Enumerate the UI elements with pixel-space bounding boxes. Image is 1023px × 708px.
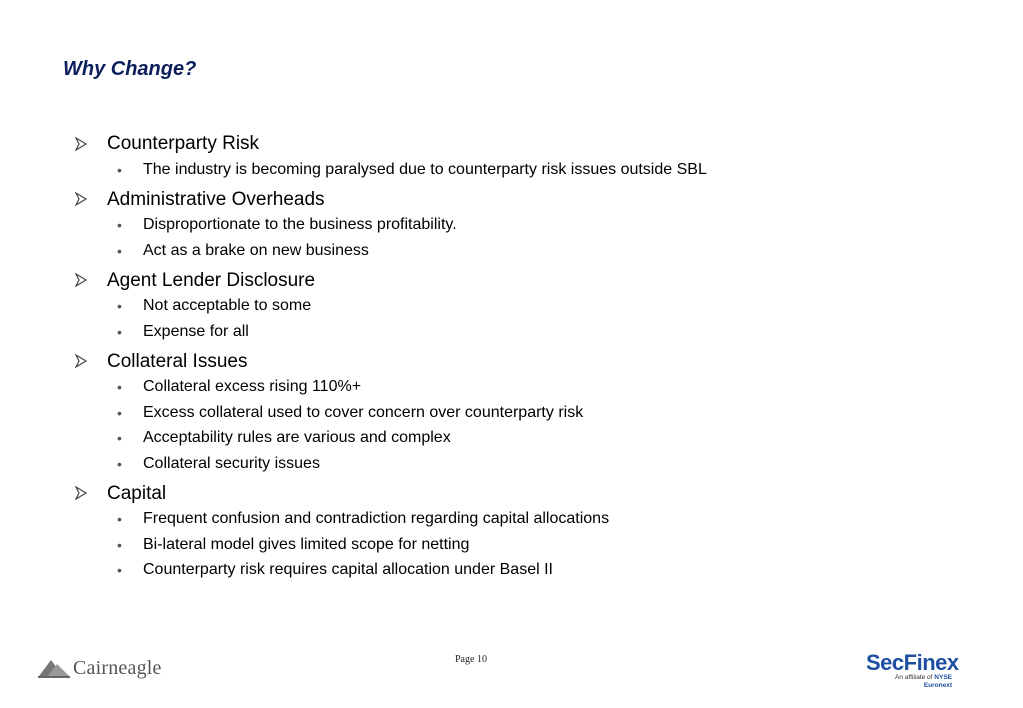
list-item: • Acceptability rules are various and complex [117,429,451,447]
list-item: • Bi-lateral model gives limited scope for netting [117,535,470,553]
section-heading: Agent Lender Disclosure [107,269,316,291]
secfinex-logo [866,650,959,689]
page-number: Page 10 [455,654,487,665]
bullet-dot-icon: • [117,455,122,472]
section-heading: Administrative Overheads [107,188,325,210]
section-heading: Collateral Issues [107,350,248,372]
arrow-bullet-icon [74,354,90,368]
bullet-dot-icon: • [117,379,122,396]
arrow-bullet-icon [74,486,90,500]
section-capital [74,481,974,584]
arrow-bullet-icon [74,273,90,287]
bullet-dot-icon: • [117,536,122,553]
secfinex-logo-text-1: Sec [866,650,904,675]
list-item: • Excess collateral used to cover concern over counterparty risk [117,403,584,421]
bullet-dot-icon: • [117,404,122,421]
arrow-bullet-icon [74,137,90,151]
slide-title: Why Change? [63,58,197,80]
section-counterparty-risk [74,131,974,183]
secfinex-logo-text-2: Finex [903,650,959,675]
list-item: • Counterparty risk requires capital allocation under Basel II [117,561,553,579]
secfinex-tagline: An affiliate of [895,674,933,681]
section-heading: Capital [107,482,167,504]
list-item: • Disproportionate to the business profitability. [117,216,457,234]
list-item: • Frequent confusion and contradiction regarding capital allocations [117,510,610,528]
arrow-bullet-icon [74,192,90,206]
list-item: • Act as a brake on new business [117,241,369,259]
section-agent-lender-disclosure [74,268,974,345]
list-item: • Not acceptable to some [117,297,312,315]
bullet-dot-icon: • [117,217,122,234]
bullet-dot-icon: • [117,511,122,528]
list-item: • Collateral security issues [117,454,320,472]
bullet-dot-icon: • [117,323,122,340]
cairneagle-logo-text: Cairneagle [73,656,162,679]
bullet-content [74,131,974,587]
bullet-dot-icon: • [117,562,122,579]
section-heading: Counterparty Risk [107,133,260,154]
bullet-dot-icon: • [117,242,122,259]
bullet-dot-icon: • [117,430,122,447]
bullet-dot-icon: • [117,161,122,178]
list-item: • Expense for all [117,322,249,340]
list-item: • The industry is becoming paralysed due to counterparty risk issues outside SBL [117,160,707,178]
section-administrative-overheads [74,187,974,264]
cairneagle-logo [38,656,162,680]
section-collateral-issues [74,349,974,477]
mountain-logo-icon [38,656,70,680]
bullet-dot-icon: • [117,298,122,315]
list-item: • Collateral excess rising 110%+ [117,378,362,396]
secfinex-affiliate: NYSE Euronext [923,674,952,689]
